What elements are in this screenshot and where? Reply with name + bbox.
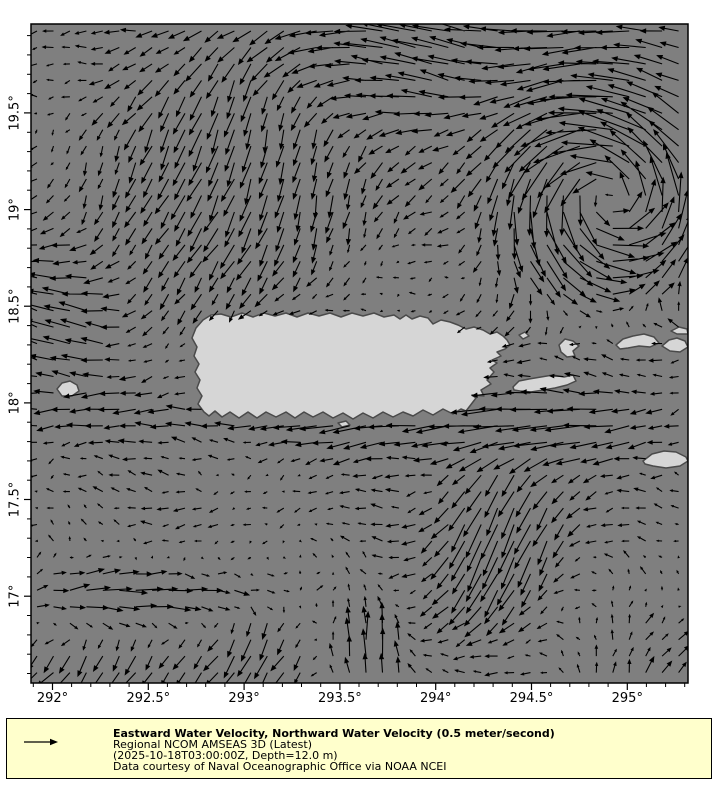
x-tick-label: 293° (228, 691, 260, 706)
y-tick-label: 18.5° (7, 288, 23, 324)
x-tick-label: 295° (611, 691, 643, 706)
y-tick-label: 18° (7, 391, 23, 415)
legend-credit: Data courtesy of Naval Oceanographic Office via NOAA NCEI (113, 760, 447, 773)
x-tick-label: 294° (420, 691, 452, 706)
x-tick-label: 294.5° (509, 691, 554, 706)
x-tick-label: 292.5° (126, 691, 171, 706)
y-tick-label: 19.5° (7, 95, 23, 131)
legend-model: Regional NCOM AMSEAS 3D (Latest) (113, 738, 312, 751)
y-tick-label: 17.5° (7, 481, 23, 518)
legend-timestamp: (2025-10-18T03:00:00Z, Depth=12.0 m) (113, 749, 338, 762)
x-tick-label: 293.5° (318, 691, 362, 706)
legend (6, 718, 712, 779)
legend-title: Eastward Water Velocity, Northward Water Velocity (0.5 meter/second) (113, 727, 555, 740)
y-tick-label: 17° (7, 584, 23, 608)
y-tick-label: 19° (7, 198, 23, 222)
x-tick-label: 292° (36, 691, 69, 706)
legend-arrow-icon (24, 733, 58, 752)
